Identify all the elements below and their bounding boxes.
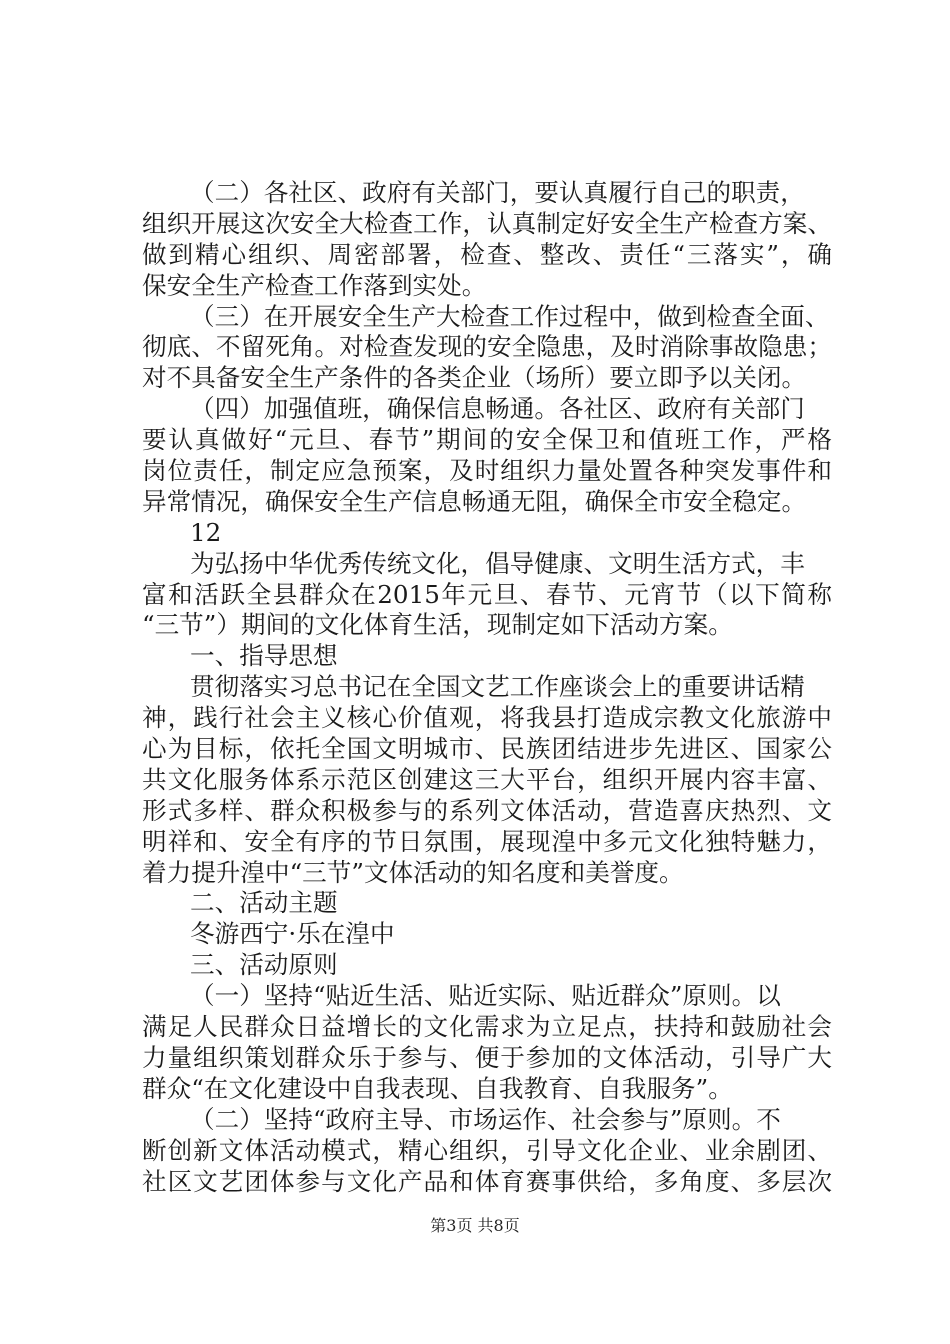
activity-theme: 冬游西宁·乐在湟中 xyxy=(190,919,395,949)
paragraph-line: 明祥和、安全有序的节日氛围，展现湟中多元文化独特魅力， xyxy=(142,826,832,856)
paragraph-line: 做到精心组织、周密部署，检查、整改、责任“三落实”，确 xyxy=(142,239,832,269)
paragraph-line: 彻底、不留死角。对检查发现的安全隐患，及时消除事故隐患； xyxy=(142,332,832,362)
paragraph-line: 神，践行社会主义核心价值观，将我县打造成宗教文化旅游中 xyxy=(142,703,832,733)
section-number: 12 xyxy=(190,517,222,547)
paragraph-line: 共文化服务体系示范区创建这三大平台，组织开展内容丰富、 xyxy=(142,764,832,794)
paragraph-line: （二）各社区、政府有关部门，要认真履行自己的职责， xyxy=(190,178,805,207)
paragraph-line: 要认真做好“元旦、春节”期间的安全保卫和值班工作，严格 xyxy=(142,425,832,455)
paragraph-line: 满足人民群众日益增长的文化需求为立足点，扶持和鼓励社会 xyxy=(142,1012,832,1042)
paragraph-line: 对不具备安全生产条件的各类企业（场所）要立即予以关闭。 xyxy=(142,363,807,393)
paragraph-line: （一）坚持“贴近生活、贴近实际、贴近群众”原则。以 xyxy=(190,981,781,1011)
paragraph-line: 组织开展这次安全大检查工作，认真制定好安全生产检查方案、 xyxy=(142,208,832,238)
paragraph-line: （二）坚持“政府主导、市场运作、社会参与”原则。不 xyxy=(190,1104,781,1134)
paragraph-line: 岗位责任，制定应急预案，及时组织力量处置各种突发事件和 xyxy=(142,456,832,486)
paragraph-line: “三节”）期间的文化体育生活，现制定如下活动方案。 xyxy=(142,610,733,640)
paragraph-line: 群众“在文化建设中自我表现、自我教育、自我服务”。 xyxy=(142,1073,733,1103)
paragraph-line: 形式多样、群众积极参与的系列文体活动，营造喜庆热烈、文 xyxy=(142,795,832,825)
paragraph-line: 力量组织策划群众乐于参与、便于参加的文体活动，引导广大 xyxy=(142,1042,832,1072)
paragraph-line: 社区文艺团体参与文化产品和体育赛事供给，多角度、多层次 xyxy=(142,1166,832,1196)
paragraph-line: （三）在开展安全生产大检查工作过程中，做到检查全面、 xyxy=(190,301,830,331)
paragraph-line: 异常情况，确保安全生产信息畅通无阻，确保全市安全稳定。 xyxy=(142,486,807,516)
paragraph-line: 断创新文体活动模式，精心组织，引导文化企业、业余剧团、 xyxy=(142,1135,832,1165)
paragraph-line: 着力提升湟中“三节”文体活动的知名度和美誉度。 xyxy=(142,857,684,887)
page-footer: 第3页 共8页 xyxy=(430,1216,520,1235)
paragraph-line: 贯彻落实习总书记在全国文艺工作座谈会上的重要讲话精 xyxy=(190,672,805,702)
paragraph-line: 为弘扬中华优秀传统文化，倡导健康、文明生活方式，丰 xyxy=(190,548,805,578)
paragraph-line: 富和活跃全县群众在2015年元旦、春节、元宵节（以下简称 xyxy=(142,579,832,609)
section-heading: 一、指导思想 xyxy=(190,641,338,671)
section-heading: 二、活动主题 xyxy=(190,888,338,918)
paragraph-line: 保安全生产检查工作落到实处。 xyxy=(142,270,487,300)
paragraph-line: 心为目标，依托全国文明城市、民族团结进步先进区、国家公 xyxy=(142,734,832,764)
document-body xyxy=(142,178,832,1197)
section-heading: 三、活动原则 xyxy=(190,950,338,980)
paragraph-line: （四）加强值班，确保信息畅通。各社区、政府有关部门 xyxy=(190,394,805,424)
